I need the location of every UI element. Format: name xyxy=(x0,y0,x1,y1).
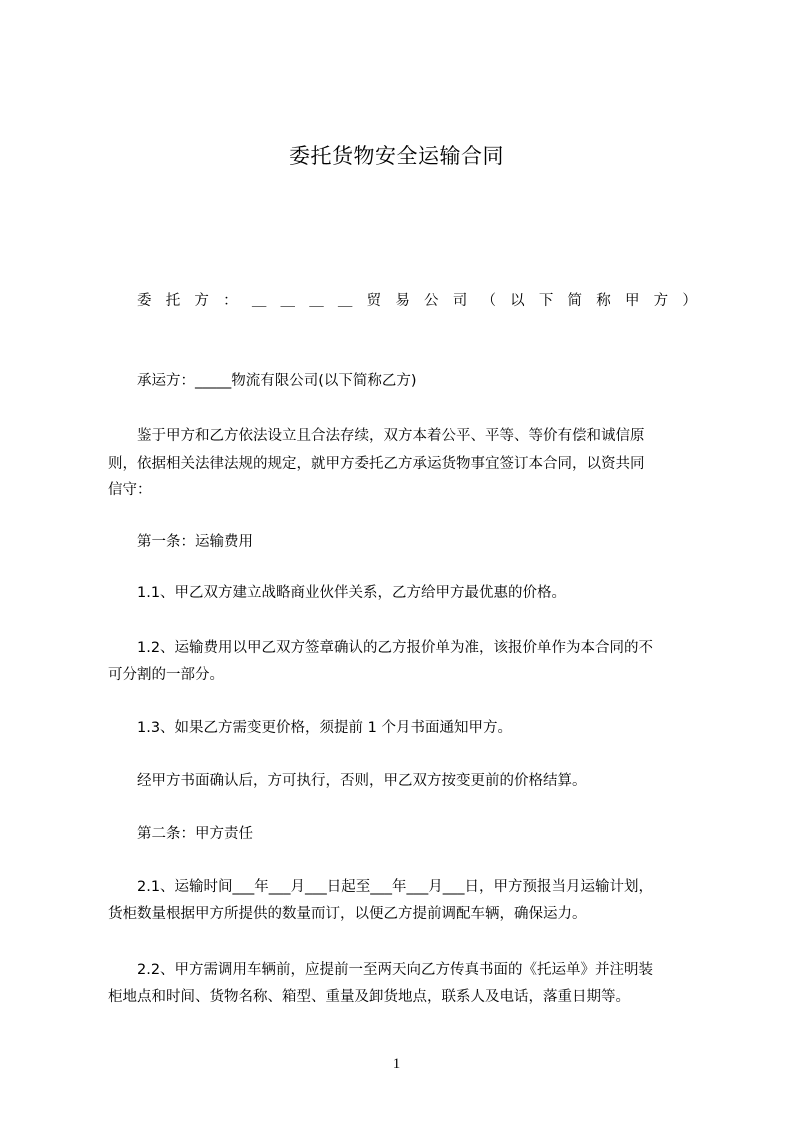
clause-2-1-line-1: 2.1、运输时间___年___月___日起至___年___月___日，甲方预报当月运输计划， xyxy=(137,879,654,895)
consignor-char: （ xyxy=(481,293,496,309)
consignor-char: ＿ xyxy=(280,293,296,309)
consignor-char: 易 xyxy=(395,293,410,309)
clause-2-2-line-1: 2.2、甲方需调用车辆前，应提前一至两天向乙方传真书面的《托运单》并注明装 xyxy=(137,962,654,978)
consignor-char: 公 xyxy=(424,293,439,309)
clause-1-2-line-1: 1.2、运输费用以甲乙双方签章确认的乙方报价单为准，该报价单作为本合同的不 xyxy=(137,640,654,656)
preamble-line-1: 鉴于甲方和乙方依法设立且合法存续，双方本着公平、平等、等价有偿和诚信原 xyxy=(137,428,645,444)
consignor-char: 简 xyxy=(567,293,583,309)
consignor-char: 甲 xyxy=(624,293,640,309)
consignor-char: ） xyxy=(682,293,697,309)
clause-2-2-line-2: 柜地点和时间、货物名称、箱型、重量及卸货地点，联系人及电话，落重日期等。 xyxy=(108,989,630,1005)
clause-1-1: 1.1、甲乙双方建立战略商业伙伴关系，乙方给甲方最优惠的价格。 xyxy=(137,585,567,601)
consignor-line xyxy=(137,286,697,316)
consignor-char: 称 xyxy=(596,293,611,309)
article-1-heading: 第一条：运输费用 xyxy=(137,534,253,550)
article-2-heading: 第二条：甲方责任 xyxy=(137,826,253,842)
consignor-char: 方 xyxy=(653,293,669,309)
clause-1-3-continuation: 经甲方书面确认后，方可执行，否则，甲乙双方按变更前的价格结算。 xyxy=(137,773,587,789)
clause-1-2-line-2: 可分割的一部分。 xyxy=(108,667,224,683)
consignor-char: 托 xyxy=(165,293,181,309)
consignor-char: 贸 xyxy=(366,293,382,309)
clause-2-1-line-2: 货柜数量根据甲方所提供的数量而订，以便乙方提前调配车辆，确保运力。 xyxy=(108,906,587,922)
consignor-char: ＿ xyxy=(309,293,324,309)
consignor-char: 以 xyxy=(510,293,525,309)
consignor-char: 下 xyxy=(538,293,554,309)
consignor-char: 司 xyxy=(452,293,468,309)
carrier-line: 承运方：_____物流有限公司(以下简称乙方) xyxy=(137,373,417,389)
consignor-char: 方 xyxy=(194,293,209,309)
preamble-line-2: 则，依据相关法律法规的规定，就甲方委托乙方承运货物事宜签订本合同，以资共同 xyxy=(108,456,645,472)
document-title: 委托货物安全运输合同 xyxy=(289,144,504,168)
consignor-char: ＿ xyxy=(251,293,267,309)
consignor-char: 委 xyxy=(137,293,152,309)
clause-1-3: 1.3、如果乙方需变更价格，须提前 1 个月书面通知甲方。 xyxy=(137,720,513,736)
page-number: 1 xyxy=(392,1056,401,1072)
preamble-line-3: 信守： xyxy=(108,482,152,498)
consignor-char: ： xyxy=(223,293,238,309)
consignor-char: ＿ xyxy=(337,293,353,309)
